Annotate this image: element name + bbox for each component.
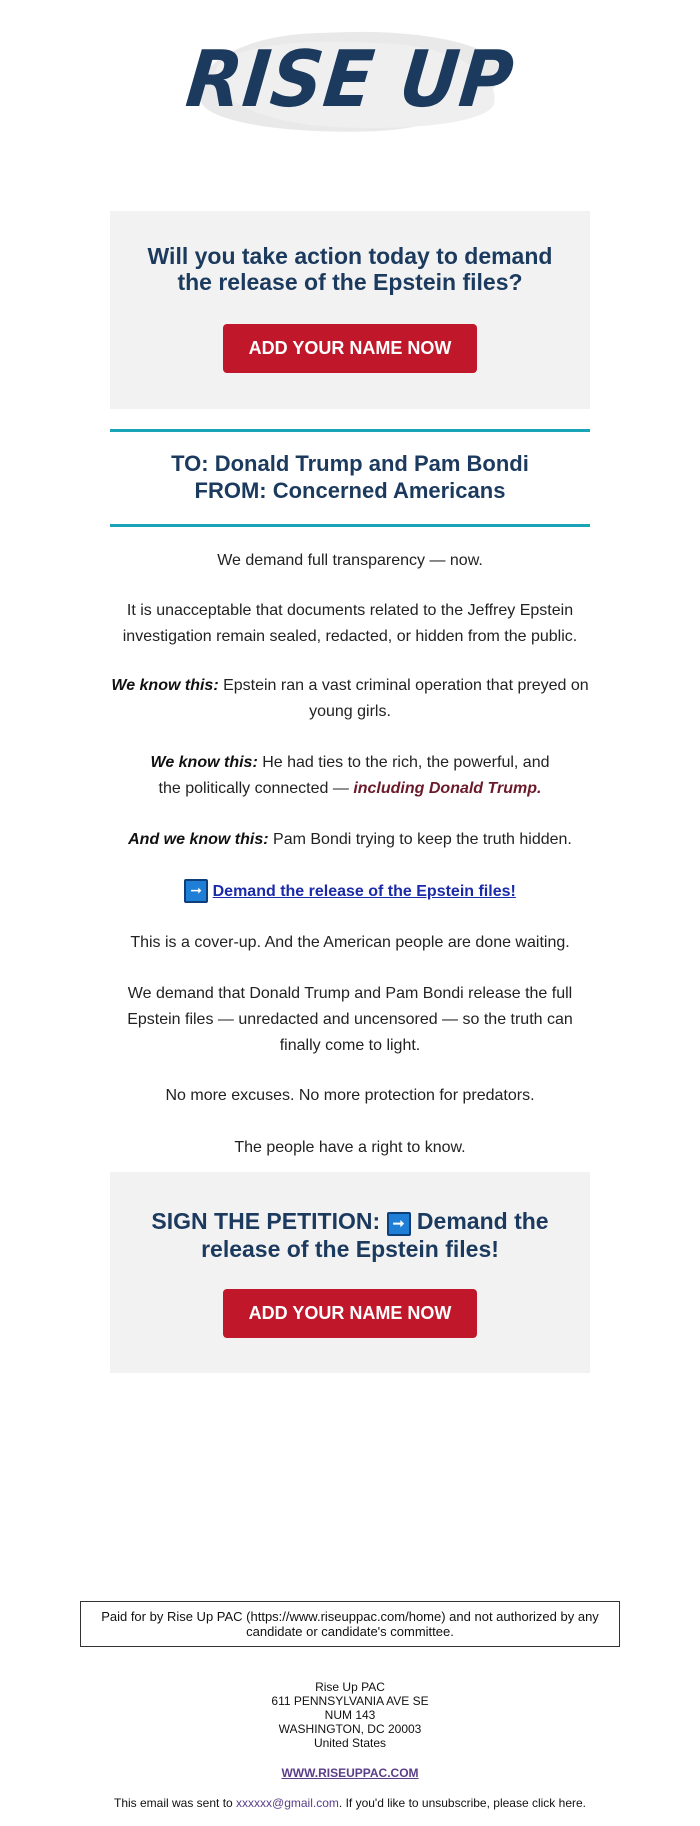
body-paragraph-8: No more excuses. No more protection for predators. xyxy=(165,1087,535,1104)
body-paragraph-4-text: He had ties to the rich, the powerful, and the politically connected — xyxy=(158,754,550,797)
body-paragraph-5-text: Pam Bondi trying to keep the truth hidden. xyxy=(268,831,572,848)
sent-prefix: This email was sent to xyxy=(113,1796,237,1810)
body-paragraph-3-text: Epstein ran a vast criminal operation that preyed on young girls. xyxy=(218,677,589,720)
recipient-email[interactable]: xxxxxx@gmail.com xyxy=(236,1796,339,1810)
memo-from-line: FROM: Concerned Americans xyxy=(194,478,506,503)
postal-address xyxy=(0,1680,700,1750)
address-line: NUM 143 xyxy=(324,1708,376,1722)
body-paragraph-4-lead: We know this: xyxy=(150,754,258,771)
website-link[interactable]: WWW.RISEUPPAC.COM xyxy=(281,1766,419,1780)
logo-text: RISE UP xyxy=(181,33,519,125)
body-paragraph-4-highlight: including Donald Trump. xyxy=(353,780,542,797)
logo xyxy=(0,24,700,134)
sign-petition-prefix: SIGN THE PETITION: xyxy=(151,1208,387,1234)
bottom-cta-card xyxy=(110,1172,590,1373)
memo-to-line: TO: Donald Trump and Pam Bondi xyxy=(171,451,529,476)
body-paragraph-1: We demand full transparency — now. xyxy=(217,552,483,569)
body-paragraph-2: It is unacceptable that documents related to the Jeffrey Epstein investigation remain sealed, redacted, or hidden from the public. xyxy=(122,602,578,645)
add-your-name-button-bottom[interactable]: ADD YOUR NAME NOW xyxy=(223,1289,477,1338)
address-line: United States xyxy=(313,1736,387,1750)
address-line: 611 PENNSYLVANIA AVE SE xyxy=(271,1694,429,1708)
address-line: Rise Up PAC xyxy=(315,1680,385,1694)
body-paragraph-3-lead: We know this: xyxy=(111,677,219,694)
petition-link-line xyxy=(110,879,590,905)
sign-petition-heading xyxy=(110,1208,590,1262)
paid-for-disclaimer: Paid for by Rise Up PAC (https://www.riseuppac.com/home) and not authorized by any candidate or candidate's committee. xyxy=(80,1601,620,1647)
memo-header xyxy=(110,450,590,504)
unsubscribe-line xyxy=(0,1796,700,1810)
body-paragraph-5-lead: And we know this: xyxy=(128,831,269,848)
body-paragraph-6: This is a cover-up. And the American people are done waiting. xyxy=(130,934,570,951)
body-paragraph-3 xyxy=(110,673,590,725)
add-your-name-button[interactable]: ADD YOUR NAME NOW xyxy=(223,324,477,373)
body-paragraph-4 xyxy=(110,750,590,802)
body-paragraph-5 xyxy=(110,827,590,853)
sign-petition-suffix[interactable]: Demand the release of the Epstein files! xyxy=(201,1208,549,1262)
divider-bottom xyxy=(110,524,590,527)
arrow-right-icon[interactable]: ➞ xyxy=(387,1212,411,1236)
petition-link[interactable]: Demand the release of the Epstein files! xyxy=(212,883,516,900)
top-cta-heading: Will you take action today to demand the release of the Epstein files? xyxy=(147,243,553,295)
unsubscribe-text[interactable]: . If you'd like to unsubscribe, please click here. xyxy=(338,1796,586,1810)
body-paragraph-9: The people have a right to know. xyxy=(234,1139,466,1156)
top-cta-card xyxy=(110,211,590,409)
website-link-row xyxy=(0,1766,700,1780)
arrow-right-icon[interactable]: ➞ xyxy=(184,879,208,903)
body-paragraph-7: We demand that Donald Trump and Pam Bondi release the full Epstein files — unredacted and uncensored — so the truth can finally come to light. xyxy=(127,985,573,1054)
divider-top xyxy=(110,429,590,432)
address-line: WASHINGTON, DC 20003 xyxy=(278,1722,422,1736)
